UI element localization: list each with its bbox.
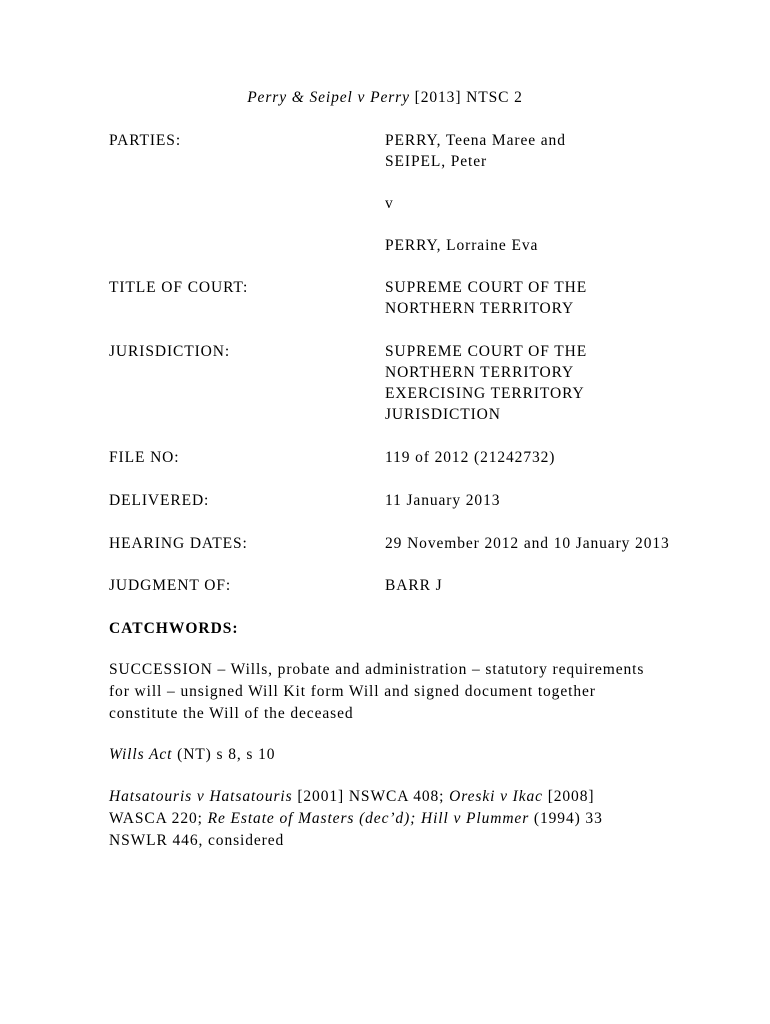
case-hatsatouris: Hatsatouris v Hatsatouris [109, 788, 293, 805]
jurisdiction-label: JURISDICTION: [109, 343, 231, 360]
jurisdiction-line-4: JURISDICTION [385, 406, 501, 423]
delivered-value: 11 January 2013 [385, 492, 501, 509]
title-of-court-value [385, 277, 725, 319]
case-masters: Re Estate of Masters (dec’d); Hill v Plummer [207, 810, 530, 827]
jurisdiction-line-2: NORTHERN TERRITORY [385, 364, 575, 381]
cases-line-3: NSWLR 446, considered [109, 832, 285, 849]
judgment-of-value: BARR J [385, 577, 443, 594]
catchwords-paragraph [109, 659, 709, 725]
file-no-label: FILE NO: [109, 449, 180, 466]
cases-line-2 [109, 808, 709, 830]
parties-value [385, 130, 725, 256]
hearing-dates-value: 29 November 2012 and 10 January 2013 [385, 535, 670, 552]
title-of-court-line-2: NORTHERN TERRITORY [385, 300, 575, 317]
cases-cited [109, 786, 709, 852]
title-of-court-line-1: SUPREME COURT OF THE [385, 279, 588, 296]
legislation-name: Wills Act [109, 746, 173, 763]
case-oreski-citation-end: WASCA 220; [109, 810, 208, 827]
legislation-line [109, 744, 709, 766]
legislation-sections: (NT) s 8, s 10 [172, 746, 276, 763]
jurisdiction-line-1: SUPREME COURT OF THE [385, 343, 588, 360]
party-plaintiff-2: SEIPEL, Peter [385, 153, 488, 170]
case-oreski-citation-start: [2008] [542, 788, 595, 805]
party-defendant: PERRY, Lorraine Eva [385, 237, 539, 254]
case-title [0, 88, 770, 108]
catchwords-line-1: SUCCESSION – Wills, probate and administration – statutory requirements [109, 661, 645, 678]
jurisdiction-value [385, 341, 725, 425]
file-no-value: 119 of 2012 (21242732) [385, 449, 556, 466]
case-title-italic: Perry & Seipel v Perry [247, 89, 410, 106]
case-hatsatouris-citation: [2001] NSWCA 408; [292, 788, 450, 805]
catchwords-line-3: constitute the Will of the deceased [109, 705, 354, 722]
case-masters-citation: (1994) 33 [529, 810, 603, 827]
jurisdiction-line-3: EXERCISING TERRITORY [385, 385, 585, 402]
cases-line-1 [109, 786, 709, 808]
party-versus: v [385, 195, 394, 212]
hearing-dates-label: HEARING DATES: [109, 535, 248, 552]
judgment-of-label: JUDGMENT OF: [109, 577, 232, 594]
party-plaintiff-1: PERRY, Teena Maree and [385, 132, 566, 149]
legislation-cited [109, 744, 709, 766]
parties-label: PARTIES: [109, 132, 182, 149]
catchwords-heading: CATCHWORDS: [109, 620, 239, 637]
case-oreski: Oreski v Ikac [449, 788, 543, 805]
title-of-court-label: TITLE OF COURT: [109, 279, 249, 296]
catchwords-line-2: for will – unsigned Will Kit form Will and signed document together [109, 683, 596, 700]
case-citation: [2013] NTSC 2 [409, 89, 523, 106]
delivered-label: DELIVERED: [109, 492, 210, 509]
